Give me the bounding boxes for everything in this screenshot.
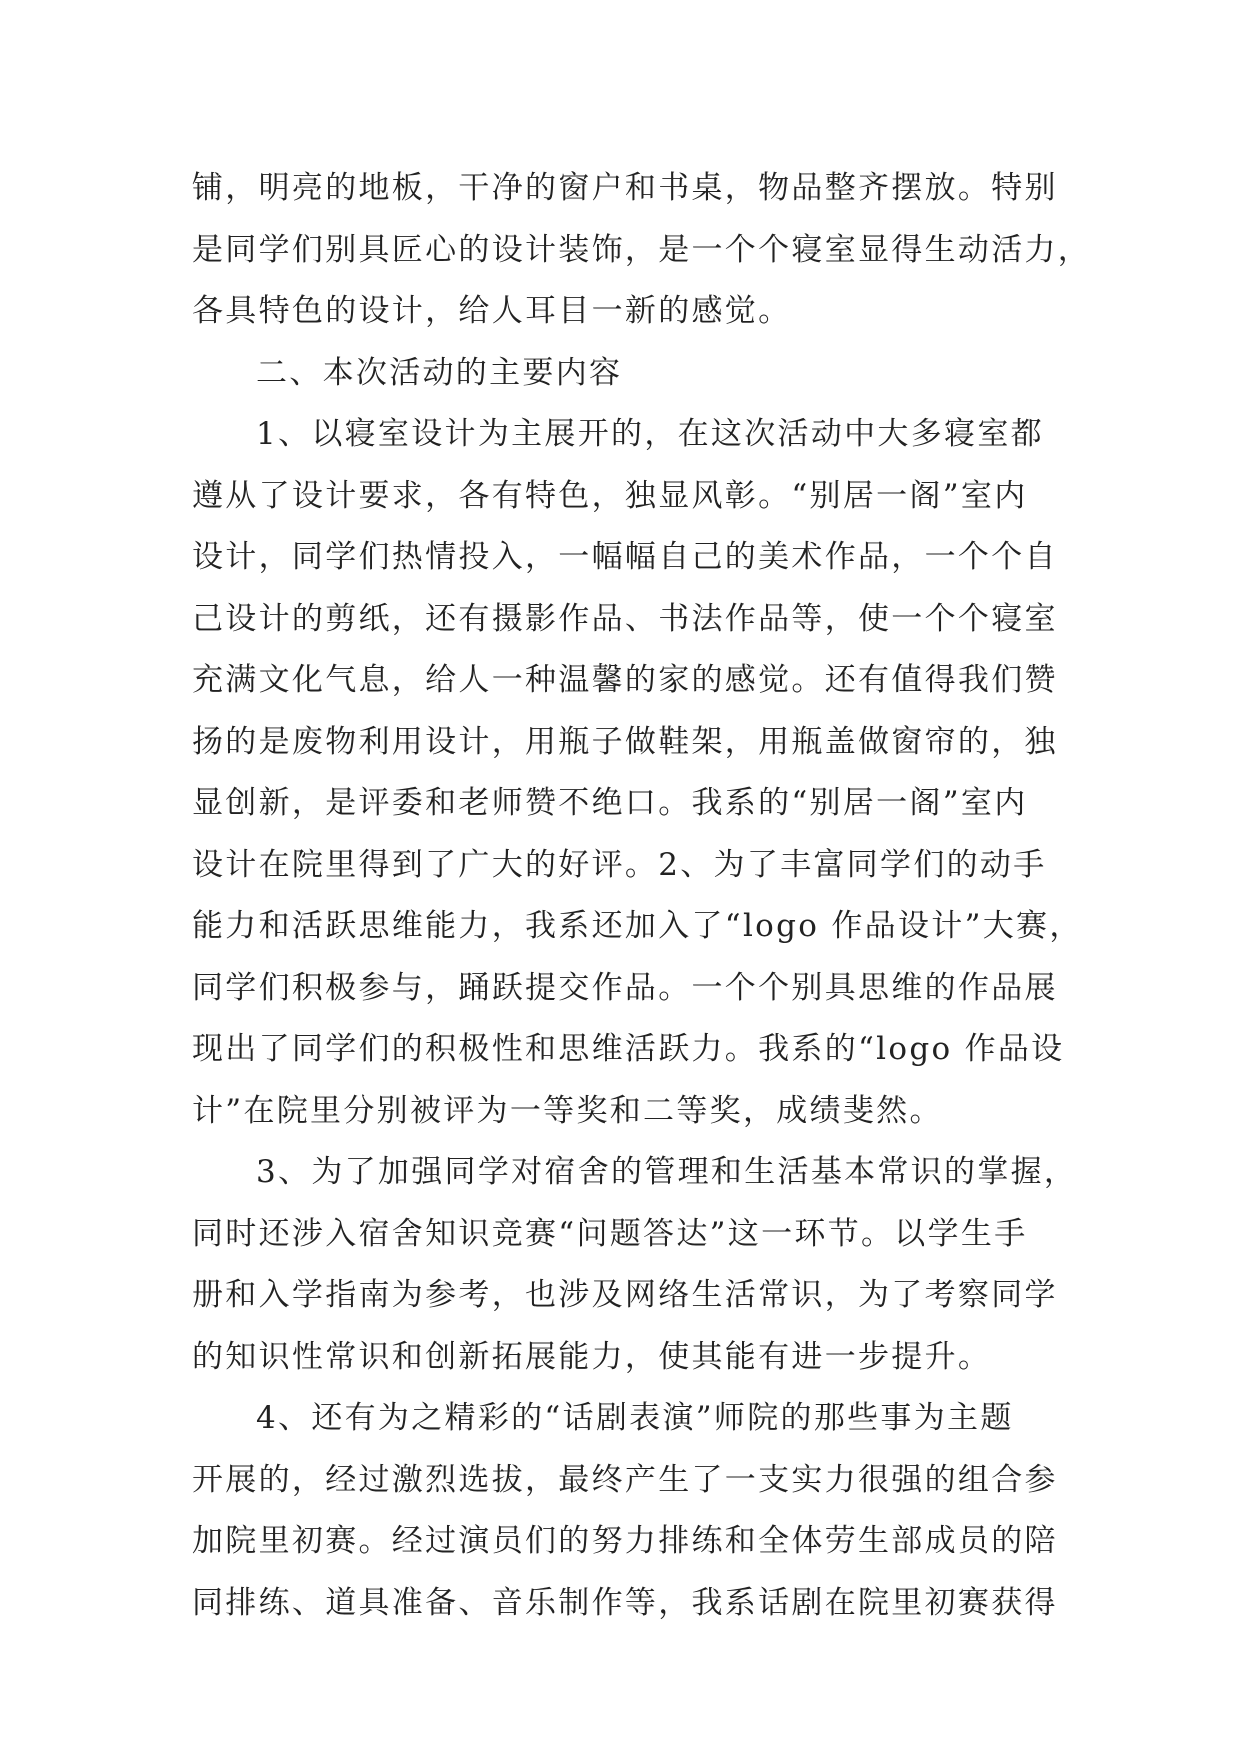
text-line: 设计在院里得到了广大的好评。2、为了丰富同学们的动手: [192, 846, 1047, 883]
text-line: 扬的是废物利用设计，用瓶子做鞋架，用瓶盖做窗帘的，独: [192, 723, 1058, 760]
text-line: 同排练、道具准备、音乐制作等，我系话剧在院里初赛获得: [192, 1584, 1058, 1621]
text-line: 3、为了加强同学对宿舍的管理和生活基本常识的掌握，: [256, 1154, 1078, 1190]
text-line: 是同学们别具匠心的设计装饰，是一个个寝室显得生动活力，: [192, 231, 1092, 268]
text-line: 4、还有为之精彩的“话剧表演”师院的那些事为主题: [256, 1400, 1014, 1436]
text-line: 册和入学指南为参考，也涉及网络生活常识，为了考察同学: [192, 1277, 1058, 1313]
text-line: 同学们积极参与，踊跃提交作品。一个个别具思维的作品展: [192, 969, 1058, 1006]
text-line: 计”在院里分别被评为一等奖和二等奖，成绩斐然。: [192, 1092, 943, 1129]
body-text: [192, 158, 1092, 1634]
text-line: 充满文化气息，给人一种温馨的家的感觉。还有值得我们赞: [192, 662, 1058, 698]
text-line: 能力和活跃思维能力，我系还加入了“logo 作品设计”大赛，: [192, 908, 1083, 944]
text-line: 同时还涉入宿舍知识竞赛“问题答达”这一环节。以学生手: [192, 1215, 1028, 1252]
text-line: 己设计的剪纸，还有摄影作品、书法作品等，使一个个寝室: [192, 600, 1058, 637]
text-line: 1、以寝室设计为主展开的，在这次活动中大多寝室都: [256, 416, 1044, 452]
text-line: 的知识性常识和创新拓展能力，使其能有进一步提升。: [192, 1338, 992, 1375]
text-line: 遵从了设计要求，各有特色，独显风彰。“别居一阁”室内: [192, 477, 1028, 514]
text-line: 各具特色的设计，给人耳目一新的感觉。: [192, 293, 792, 329]
text-line: 铺，明亮的地板，干净的窗户和书桌，物品整齐摆放。特别: [192, 170, 1058, 206]
text-line: 现出了同学们的积极性和思维活跃力。我系的“logo 作品设: [192, 1031, 1065, 1067]
text-line: 设计，同学们热情投入，一幅幅自己的美术作品，一个个自: [192, 539, 1058, 575]
text-line: 加院里初赛。经过演员们的努力排练和全体劳生部成员的陪: [192, 1523, 1058, 1559]
text-line: 开展的，经过激烈选拔，最终产生了一支实力很强的组合参: [192, 1461, 1058, 1498]
text-line: 显创新，是评委和老师赞不绝口。我系的“别居一阁”室内: [192, 785, 1028, 821]
section-heading: 二、本次活动的主要内容: [256, 354, 623, 391]
